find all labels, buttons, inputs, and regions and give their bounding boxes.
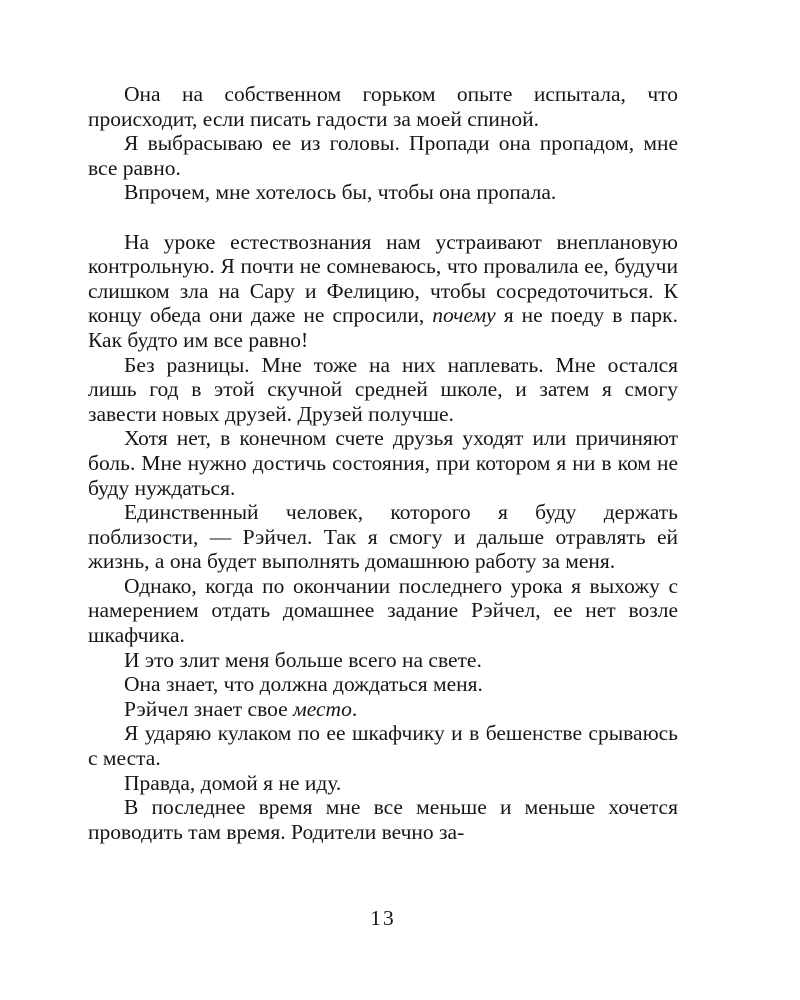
paragraph: Я ударяю кулаком по ее шкафчику и в бешенстве срываюсь с места.: [88, 721, 678, 771]
page-number: 13: [370, 906, 396, 930]
paragraph: [88, 230, 678, 353]
paragraph: Я выбрасываю ее из головы. Пропади она пропадом, мне все равно.: [88, 131, 678, 180]
italic-word: почему: [432, 303, 496, 328]
paragraph: Единственный человек, которого я буду держать поблизости, — Рэйчел. Так я смогу и дальше отравлять ей жизнь, а она будет выполнять домашнюю работу за меня.: [88, 500, 678, 574]
paragraph: Она на собственном горьком опыте испытала, что происходит, если писать гадости за моей спиной.: [88, 82, 678, 131]
body-text: [88, 82, 678, 844]
text-run: .: [351, 696, 358, 721]
paragraph: В последнее время мне все меньше и меньше хочется проводить там время. Родители вечно за-: [88, 795, 678, 844]
paragraph: Однако, когда по окончании последнего урока я выхожу с намерением отдать домашнее задание Рэйчел, ее нет возле шкафчика.: [88, 573, 678, 648]
paragraph: И это злит меня больше всего на свете.: [124, 647, 482, 672]
text-run: Рэйчел знает свое: [124, 696, 294, 721]
paragraph: Она знает, что должна дождаться меня.: [124, 672, 483, 697]
paragraph: Без разницы. Мне тоже на них наплевать. Мне остался лишь год в этой скучной средней школе, и затем я смогу завести новых друзей. Друзей получше.: [88, 352, 678, 426]
italic-word: место: [293, 696, 352, 721]
text-run: я не поеду в парк. Как будто им все равно!: [88, 303, 678, 352]
paragraph: Правда, домой я не иду.: [124, 770, 342, 795]
text-run: На уроке естествознания нам устраивают внеплановую контрольную. Я почти не сомневаюсь, что провалила ее, будучи слишком зла на Сару и Фелицию, чтобы сосредоточиться. К концу обеда они даже не спросили,: [88, 229, 678, 328]
paragraph: Хотя нет, в конечном счете друзья уходят или причиняют боль. Мне нужно достичь состояния, при котором я ни в ком не буду нуждаться.: [88, 426, 678, 500]
paragraph: Впрочем, мне хотелось бы, чтобы она пропала.: [124, 180, 557, 205]
paragraph: [88, 697, 678, 722]
